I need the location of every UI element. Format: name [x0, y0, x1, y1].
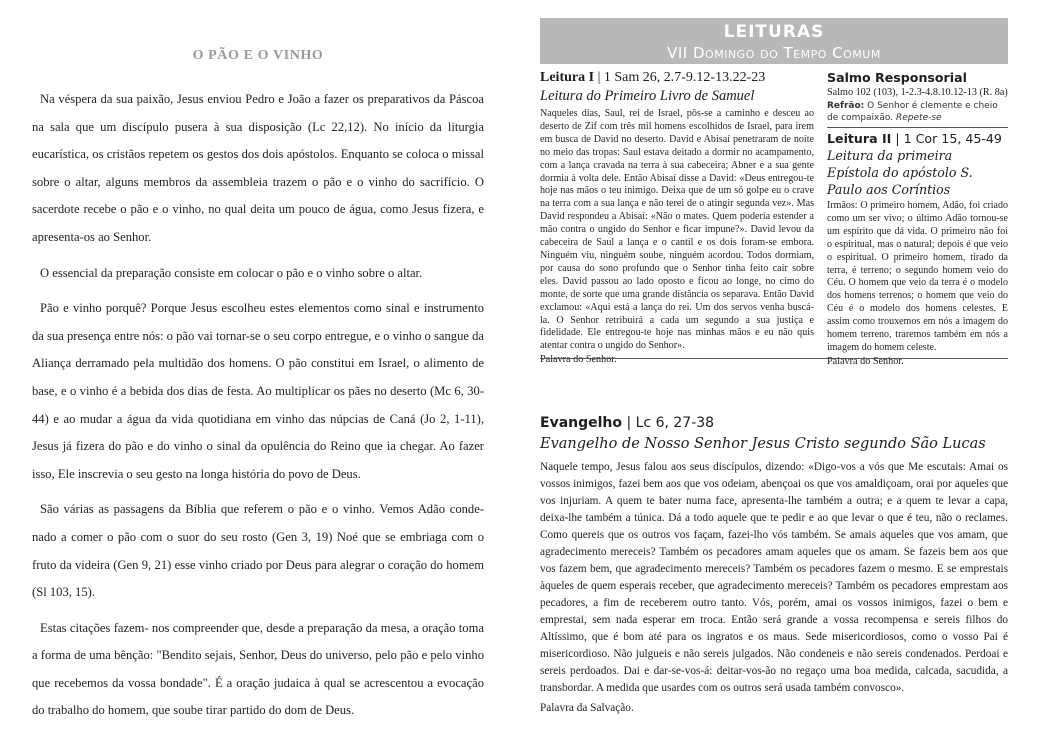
- gospel-text: Naquele tempo, Jesus falou aos seus discípulos, dizendo: «Digo-vos a vós que Me escutais: Amai os vossos inimigos, fazei bem aos que vos odeiam, abençoai os que vos amaldiçoam, orai por aqueles que vos injuriam. A quem te bater numa face, apresenta-lhe também a outra; e a quem te levar a capa, deixa-lhe também a túnica. Dá a todo aquele que te pedir e ao que levar o que é teu, não o reclames. Como quereis que os outros vos façam, fazei-lho vós também. Se amais aqueles que vos amam, que agradecimento mereceis? Também os pecadores amam aqueles que os amam. Se fazeis bem aos que vos fazem bem, que agradecimento mereceis? Também os pecadores fazem o mesmo. E se emprestais àqueles de quem esperais receber, que agradecimento mereceis? Também os pecadores emprestam aos pecadores, a fim de receberem outro tanto. Vós, porém, amai os vossos inimigos, fazei o bem e emprestai, sem nada esperar em troca. Então será grande a vossa recompensa e sereis filhos do Altíssimo, que é bom até para os ingratos e os maus. Sede misericordiosos, como o vosso Pai é misericordioso. Não julgueis e não sereis julgados. Não condeneis e não sereis condenados. Perdoai e sereis perdoados. Dai e dar-se-vos-á: deitar-vos-ão no regaço uma boa medida, calcada, sacudida, a transbordar. A medida que usardes com os outros será usada também convosco».: [540, 461, 1008, 694]
- readings-columns: [540, 69, 1008, 405]
- refrain-label: Refrão:: [827, 101, 865, 111]
- psalm-title: Salmo Responsorial: [827, 70, 967, 85]
- second-reading-reference: | 1 Cor 15, 45-49: [895, 131, 1002, 146]
- right-page: [540, 18, 1008, 714]
- first-reading-header: [540, 69, 814, 86]
- second-reading-label: Leitura II: [827, 131, 892, 146]
- banner-subtitle: VII Domingo do Tempo Comum: [667, 44, 881, 62]
- second-reading-header: [827, 131, 1008, 147]
- right-column: [827, 69, 1008, 368]
- paragraph: Pão e vinho porquê? Porque Jesus escolheu estes elementos como sinal e instrumento da sua presença entre nós: o pão vai tornar-se o seu corpo entregue, e o vinho o sangue da Aliança derramado pela multidão dos homens. O pão constitui em Israel, o alimento de base, e o vinho é a bebida dos dias de festa. Ao multiplicar os pães no deserto (Mc 6, 30-44) e ao mudar a água da vida quotidiana em vinho das núpcias de Caná (Jo 2, 1-11), Jesus já fizera do pão e do vinho o sinal da opulência do Reino que ia chegar. Ao fazer isso, Ele inscrevia o seu gesto na longa história do povo de Deus.: [32, 301, 484, 481]
- paragraph: O essencial da preparação consiste em colocar o pão e o vinho sobre o altar.: [40, 265, 423, 280]
- gospel-reference: | Lc 6, 27-38: [626, 415, 715, 431]
- paragraph: São várias as passagens da Bíblia que referem o pão e o vinho. Vemos Adão conde- nado a comer o pão com o suor do seu rosto (Gen 3, 19) Noé que se embriaga com o fruto da videira (Gen 9, 21) esse vinho criado por Deus para alegrar o coração do homem (Sl 103, 15).: [32, 502, 484, 600]
- first-reading-label: Leitura I: [540, 70, 595, 85]
- gospel-closing: Palavra da Salvação.: [540, 702, 634, 714]
- first-reading: [540, 69, 814, 366]
- second-reading-subtitle: Leitura da primeira Epístola do apóstolo S. Paulo aos Coríntios: [827, 148, 973, 197]
- first-reading-closing: Palavra do Senhor.: [540, 354, 617, 366]
- readings-banner: [540, 18, 1008, 64]
- page-title: O PÃO E O VINHO: [192, 48, 324, 63]
- refrain-text: O Senhor é clemente e cheio de compaixão.: [827, 101, 998, 123]
- psalm-reference: Salmo 102 (103), 1-2.3-4.8.10.12-13 (R. 8a): [827, 87, 1008, 98]
- gospel-divider: [540, 358, 1008, 359]
- section-divider: [827, 127, 1008, 128]
- first-reading-text: Naqueles dias, Saul, rei de Israel, pôs-se a caminho e desceu ao deserto de Zif com três mil homens escolhidos de Israel, para irem em busca de David no deserto. David e Abisaí penetraram de noite no meio das tropas: Saul estava deitado a dormir no acampamento, com a lança cravada na terra à sua cabeceira; Abner e a sua gente dormia à volta dele. Então Abisaí disse a David: «Deus entregou-te hoje nas mãos o teu inimigo. Deixa que de um só golpe eu o crave na terra com a sua lança e não terei de o atingir segunda vez». Mas David respondeu a Abisaí: «Não o mates. Quem poderia estender a mão contra o ungido do Senhor e ficar impune?». David levou da cabeceira de Saul a lança e o cantil e os dois foram-se embora. Ninguém viu, ninguém soube, ninguém acordou. Todos dormiam, por causa do sono profundo que o Senhor tinha feito cair sobre eles. David passou ao lado oposto e ficou ao longe, no cimo do monte, de sorte que uma grande distância os separava. Então David exclamou: «Aqui está a lança do rei. Um dos servos venha buscá-la. O Senhor retribuirá a cada um segundo a sua justiça e fidelidade. Ele entregou-te hoje nas minhas mãos e eu não quis atentar contra o ungido do Senhor».: [540, 108, 814, 352]
- first-reading-subtitle: Leitura do Primeiro Livro de Samuel: [540, 88, 755, 104]
- paragraph: Na véspera da sua paixão, Jesus enviou Pedro e João a fazer os preparativos da Páscoa na sala que um discípulo pusera à sua disposição (Lc 22,12). No início da liturgia eucarística, os cristãos repetem os gestos dos dois apóstolos. Enquanto se coloca o missal sobre o altar, alguns membros da assembleia trazem o pão e o vinho do sacrifício. O sacerdote recebe o pão e o vinho, no qual deita um pouco de água, como Jesus fizera, e apresenta-os ao Senhor.: [32, 92, 484, 244]
- second-reading: [827, 131, 1008, 368]
- gospel-subtitle: Evangelho de Nosso Senhor Jesus Cristo segundo São Lucas: [540, 436, 986, 452]
- refrain-repeat: Repete-se: [896, 113, 942, 123]
- psalm-refrain: [827, 100, 1008, 124]
- left-page: [32, 38, 484, 733]
- second-reading-closing: Palavra do Senhor.: [827, 355, 904, 367]
- psalm-section: [827, 70, 1008, 124]
- gospel-label: Evangelho: [540, 415, 623, 431]
- gospel-section: [540, 413, 1008, 717]
- first-reading-reference: | 1 Sam 26, 2.7-9.12-13.22-23: [597, 70, 766, 85]
- banner-title: LEITURAS: [723, 22, 825, 42]
- gospel-header: [540, 413, 1008, 433]
- second-reading-text: Irmãos: O primeiro homem, Adão, foi criado como um ser vivo; o último Adão tornou-se um espírito que dá vida. O primeiro não foi o espiritual, mas o natural; depois é que veio o espiritual. O primeiro homem, tirado da terra, é terreno; o segundo homem veio do Céu. O homem que veio da terra é o modelo dos homens terrenos; o homem que veio do Céu é o modelo dos homens celestes. E assim como trouxemos em nós a imagem do homem terreno, traremos também em nós a imagem do homem celeste.: [827, 200, 1008, 353]
- paragraph: Estas citações fazem- nos compreender que, desde a preparação da mesa, a oração toma a forma de uma bênção: "Bendito sejais, Senhor, Deus do universo, pelo pão e pelo vinho que recebemos da vossa bondade". É a oração judaica à qual se acrescentou a evocação do trabalho do homem, que soube tirar partido do dom de Deus.: [32, 620, 484, 718]
